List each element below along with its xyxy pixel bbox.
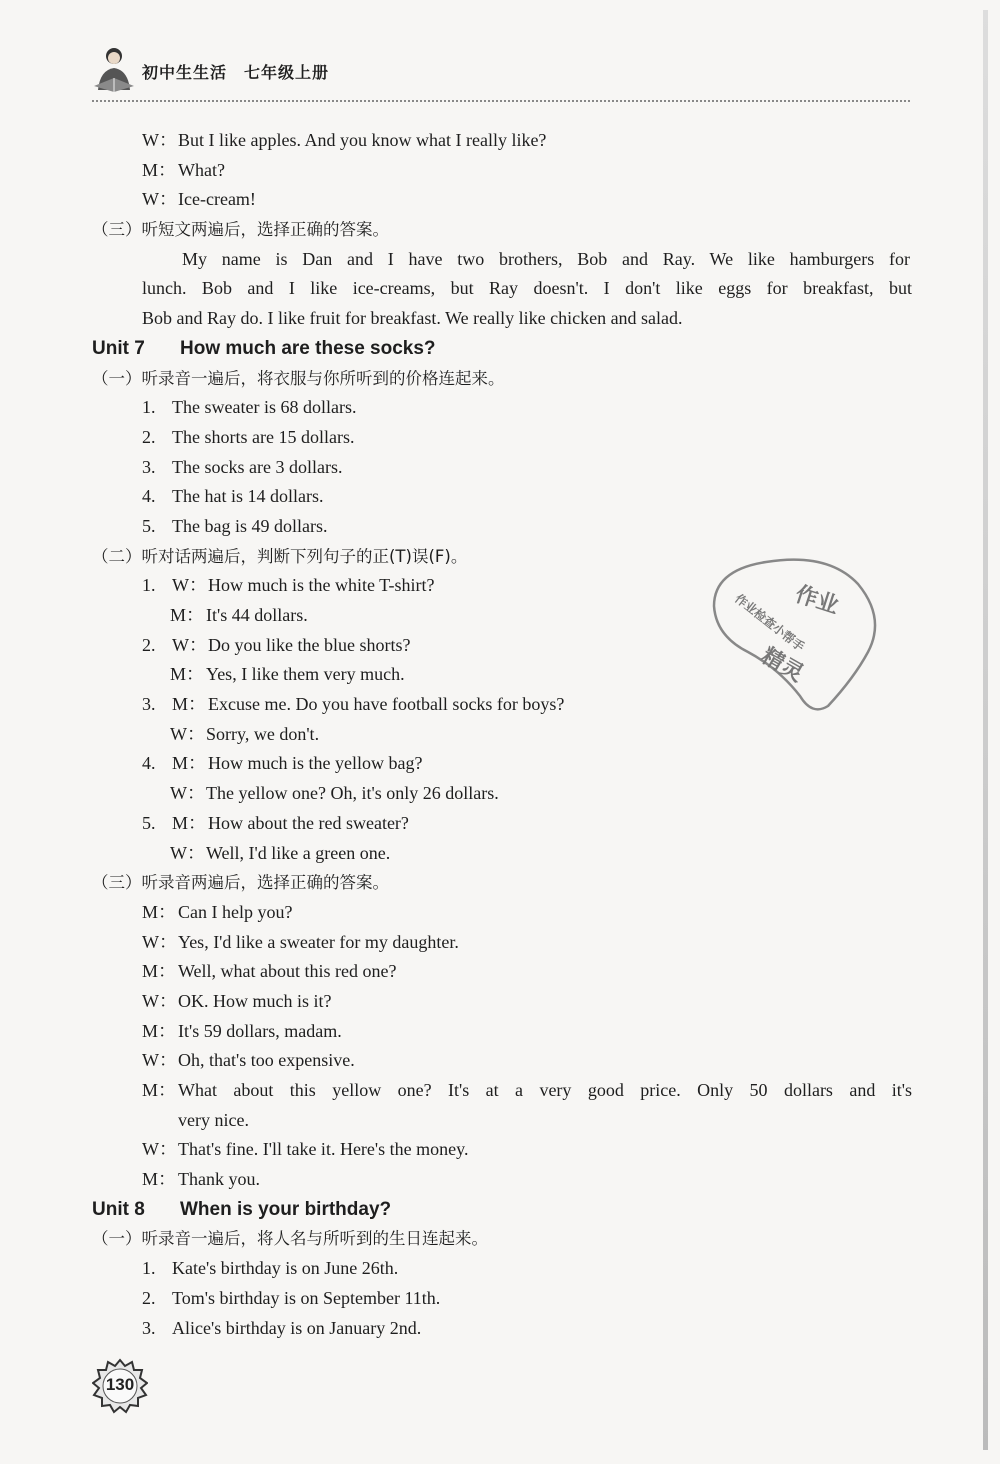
passage-text: lunch. Bob and I like ice-creams, but Ray doesn't. I don't like eggs for breakfast, but [142,278,912,299]
passage-line [92,245,912,275]
passage-text: Bob and Ray do. I like fruit for breakfast. We really like chicken and salad. [142,308,683,329]
dialog-text: How much is the white T-shirt? [208,575,435,596]
dialog-text: What about this yellow one? It's at a very good price. Only 50 dollars and it's [178,1080,912,1100]
speaker-label: M： [142,961,177,982]
passage-line [92,304,912,334]
dialog-text: Ice-cream! [178,189,256,210]
speaker-label: M： [172,694,207,715]
item-text: Tom's birthday is on September 11th. [172,1287,441,1308]
unit-title: When is your birthday? [180,1198,392,1220]
dialog-text: What? [178,159,225,180]
unit-number: Unit 7 [92,337,145,359]
dialog-text: But I like apples. And you know what I really like? [178,130,547,150]
passage-text: My name is Dan and I have two brothers, Bob and Ray. We like hamburgers for [182,248,910,269]
homework-stamp-watermark [708,556,884,716]
dialog-line [92,1046,912,1076]
unit-heading [92,334,912,364]
dialog-text: very nice. [178,1109,249,1130]
item-text: The hat is 14 dollars. [172,486,324,507]
dialog-line [92,1165,912,1195]
dialog-item [92,809,912,839]
dialog-text: Oh, that's too expensive. [178,1050,355,1071]
speaker-label: W： [170,783,205,804]
dialog-text: It's 44 dollars. [206,605,308,625]
speaker-label: W： [142,990,177,1011]
stamp-line3: 精灵 [757,643,808,688]
item-number: 4. [142,486,156,507]
speaker-label: W： [142,1050,177,1071]
unit-title: How much are these socks? [180,337,436,359]
dialog-line [92,957,912,987]
speaker-label: M： [142,901,177,922]
dialog-line [92,126,912,156]
dialog-line [92,1106,912,1136]
dialog-text: Sorry, we don't. [206,723,320,744]
item-number: 1. [142,397,156,418]
list-item [92,512,912,542]
item-number: 5. [142,515,156,536]
dialog-line [92,987,912,1017]
dialog-text: It's 59 dollars, madam. [178,1020,342,1041]
section-heading: （一）听录音一遍后，将衣服与你所听到的价格连起来。 [92,368,505,388]
item-number: 1. [142,1258,156,1279]
speaker-label: W： [172,634,207,655]
item-text: The bag is 49 dollars. [172,515,328,536]
dialog-line [92,839,912,869]
speaker-label: M： [170,605,205,625]
speaker-label: W： [142,1139,177,1160]
list-item [92,453,912,483]
unit-heading [92,1195,912,1225]
dialog-text: Thank you. [178,1169,260,1190]
item-number: 3. [142,1317,156,1338]
dialog-item [92,749,912,779]
dialog-text: How much is the yellow bag? [208,753,423,774]
main-content [92,126,912,1343]
unit-number: Unit 8 [92,1198,145,1220]
dialog-text: Do you like the blue shorts? [208,634,411,655]
page-edge-shadow [983,10,988,1450]
section-heading: （二）听对话两遍后，判断下列句子的正(T)误(F)。 [92,546,468,566]
speaker-label: W： [142,931,177,952]
dialog-text: That's fine. I'll take it. Here's the money. [178,1139,469,1160]
item-number: 5. [142,812,156,833]
stamp-line2: 作业检查小帮手 [732,591,807,655]
item-text: The socks are 3 dollars. [172,456,343,477]
dialog-text: Yes, I like them very much. [206,664,405,685]
section-heading: （一）听录音一遍后，将人名与所听到的生日连起来。 [92,1229,488,1249]
dialog-text: Well, what about this red one? [178,961,397,982]
item-text: Kate's birthday is on June 26th. [172,1258,399,1279]
header-divider [92,100,910,102]
speaker-label: M： [142,1169,177,1190]
item-number: 3. [142,456,156,477]
list-item [92,1254,912,1284]
header-title: 初中生生活 七年级上册 [142,63,330,82]
speaker-label: W： [170,842,205,863]
speaker-label: W： [170,723,205,744]
dialog-line [92,185,912,215]
speaker-label: M： [142,1080,177,1100]
item-text: The sweater is 68 dollars. [172,397,357,418]
dialog-text: Yes, I'd like a sweater for my daughter. [178,931,459,952]
dialog-text: How about the red sweater? [208,812,409,833]
dialog-line [92,156,912,186]
list-item [92,1314,912,1344]
dialog-line [92,928,912,958]
section-heading: （三）听短文两遍后，选择正确的答案。 [92,220,389,240]
dialog-text: The yellow one? Oh, it's only 26 dollars. [206,783,499,804]
item-number: 3. [142,694,156,715]
speaker-label: W： [172,575,207,596]
dialog-line [92,1017,912,1047]
dialog-line [92,898,912,928]
list-item [92,393,912,423]
item-text: The shorts are 15 dollars. [172,426,355,447]
stamp-line1: 作业 [792,581,842,620]
item-number: 2. [142,634,156,655]
dialog-text: Well, I'd like a green one. [206,842,391,863]
speaker-label: M： [172,753,207,774]
item-text: Alice's birthday is on January 2nd. [172,1317,422,1338]
dialog-line [92,1076,912,1106]
speaker-label: M： [142,159,177,180]
page-header [92,46,912,102]
dialog-text: Can I help you? [178,901,293,922]
item-number: 4. [142,753,156,774]
item-number: 2. [142,426,156,447]
page-number-badge [92,1358,148,1414]
speaker-label: M： [172,812,207,833]
speaker-label: W： [142,130,177,150]
dialog-text: Excuse me. Do you have football socks for boys? [208,694,565,715]
item-number: 1. [142,575,156,596]
list-item [92,423,912,453]
speaker-label: W： [142,189,177,210]
list-item [92,482,912,512]
speaker-label: M： [142,1020,177,1041]
student-reading-icon [92,46,136,92]
dialog-text: OK. How much is it? [178,990,332,1011]
dialog-line [92,1135,912,1165]
list-item [92,1284,912,1314]
speaker-label: M： [170,664,205,685]
dialog-line [92,779,912,809]
page-number: 130 [105,1375,135,1394]
item-number: 2. [142,1287,156,1308]
section-heading: （三）听录音两遍后，选择正确的答案。 [92,873,389,893]
passage-line [92,274,912,304]
dialog-line [92,720,912,750]
